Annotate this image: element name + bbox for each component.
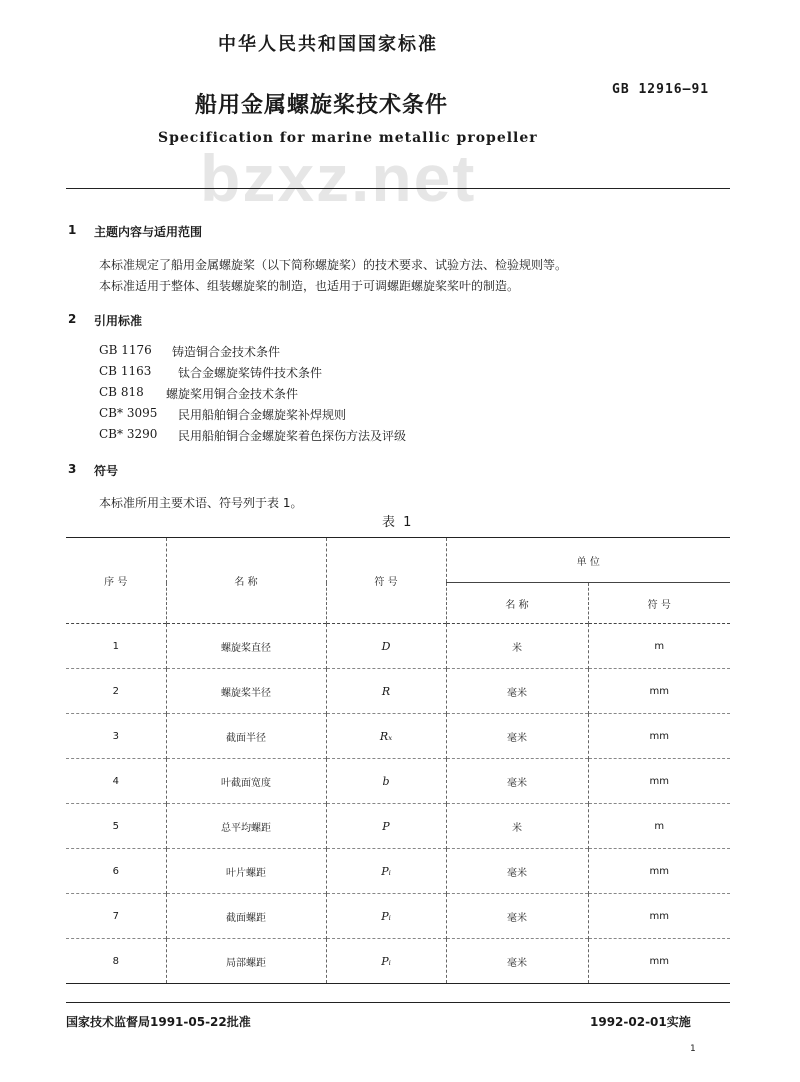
ref-5-title: 民用船舶铜合金螺旋桨着色探伤方法及评级 — [178, 429, 407, 443]
section-3-para: 本标准所用主要术语、符号列于表 1。 — [99, 496, 303, 510]
table-row — [66, 939, 730, 984]
row-unit-symbol: mm — [649, 910, 669, 922]
row-unit-name: 毫米 — [446, 714, 588, 759]
section-3-title: 符号 — [94, 464, 119, 478]
section-1-para-1: 本标准规定了船用金属螺旋桨（以下简称螺旋桨）的技术要求、试验方法、检验规则等。 — [99, 258, 568, 272]
table-row — [66, 759, 730, 804]
ref-2-title: 钛合金螺旋桨铸件技术条件 — [178, 366, 323, 380]
row-no: 2 — [66, 669, 166, 714]
row-symbol: Rₓ — [326, 714, 446, 759]
row-no: 1 — [66, 624, 166, 669]
row-symbol: Pᵢ — [326, 894, 446, 939]
issuing-country-label: 中华人民共和国国家标准 — [218, 34, 438, 55]
row-no: 3 — [66, 714, 166, 759]
section-3-number: 3 — [68, 462, 77, 476]
approval-date: 国家技术监督局1991-05-22批准 — [66, 1015, 251, 1029]
symbol-table — [66, 537, 730, 984]
row-unit-symbol: mm — [649, 730, 669, 742]
row-unit-name: 毫米 — [446, 759, 588, 804]
row-no: 5 — [66, 804, 166, 849]
english-title: Specification for marine metallic propeller — [158, 130, 538, 146]
footer-rule — [66, 1002, 730, 1003]
table-row — [66, 894, 730, 939]
ref-4-title: 民用船舶铜合金螺旋桨补焊规则 — [178, 408, 347, 422]
row-name: 截面半径 — [166, 714, 326, 759]
row-symbol: P — [326, 804, 446, 849]
row-no: 7 — [66, 894, 166, 939]
ref-3-code: CB 818 — [99, 385, 144, 399]
table-caption: 表 1 — [382, 515, 414, 530]
header-rule — [66, 188, 730, 189]
table-row — [66, 669, 730, 714]
row-no: 6 — [66, 849, 166, 894]
document-title: 船用金属螺旋桨技术条件 — [195, 93, 449, 118]
header-symbol: 符 号 — [326, 538, 446, 624]
row-unit-name: 毫米 — [446, 849, 588, 894]
row-symbol: b — [326, 759, 446, 804]
header-unit-name: 名 称 — [446, 583, 588, 624]
table-row — [66, 849, 730, 894]
row-unit-symbol: m — [654, 640, 665, 652]
row-unit-symbol: mm — [649, 955, 669, 967]
row-name: 叶截面宽度 — [166, 759, 326, 804]
row-unit-name: 毫米 — [446, 939, 588, 984]
row-unit-name: 米 — [446, 624, 588, 669]
ref-5-code: CB* 3290 — [99, 427, 158, 441]
table-row — [66, 624, 730, 669]
row-unit-name: 米 — [446, 804, 588, 849]
row-name: 螺旋桨半径 — [166, 669, 326, 714]
row-no: 8 — [66, 939, 166, 984]
row-unit-name: 毫米 — [446, 894, 588, 939]
ref-4-code: CB* 3095 — [99, 406, 158, 420]
section-2-title: 引用标准 — [94, 314, 143, 328]
ref-1-code: GB 1176 — [99, 343, 152, 357]
row-no: 4 — [66, 759, 166, 804]
ref-1-title: 铸造铜合金技术条件 — [172, 345, 281, 359]
row-unit-symbol: mm — [649, 775, 669, 787]
row-symbol: Pᵢ — [326, 939, 446, 984]
watermark-logo: bzxz.net — [200, 141, 477, 215]
ref-2-code: CB 1163 — [99, 364, 152, 378]
header-name: 名 称 — [166, 538, 326, 624]
page-number: 1 — [690, 1044, 696, 1054]
header-unit-symbol: 符 号 — [647, 599, 671, 611]
header-unit: 单 位 — [446, 538, 730, 583]
row-unit-symbol: m — [654, 820, 665, 832]
row-symbol: D — [326, 624, 446, 669]
row-unit-symbol: mm — [649, 865, 669, 877]
row-name: 总平均螺距 — [166, 804, 326, 849]
row-name: 局部螺距 — [166, 939, 326, 984]
row-unit-name: 毫米 — [446, 669, 588, 714]
row-name: 叶片螺距 — [166, 849, 326, 894]
row-name: 螺旋桨直径 — [166, 624, 326, 669]
row-symbol: Pᵢ — [326, 849, 446, 894]
section-2-number: 2 — [68, 312, 77, 326]
row-name: 截面螺距 — [166, 894, 326, 939]
row-unit-symbol: mm — [649, 685, 669, 697]
standard-code: GB 12916—91 — [612, 82, 710, 97]
ref-3-title: 螺旋桨用铜合金技术条件 — [166, 387, 299, 401]
section-1-para-2: 本标准适用于整体、组装螺旋桨的制造，也适用于可调螺距螺旋桨桨叶的制造。 — [99, 279, 520, 293]
row-symbol: R — [326, 669, 446, 714]
table-row — [66, 804, 730, 849]
section-1-number: 1 — [68, 223, 77, 237]
header-no: 序 号 — [66, 538, 166, 624]
table-row — [66, 714, 730, 759]
section-1-title: 主题内容与适用范围 — [94, 225, 203, 239]
effective-date: 1992-02-01实施 — [590, 1015, 691, 1029]
